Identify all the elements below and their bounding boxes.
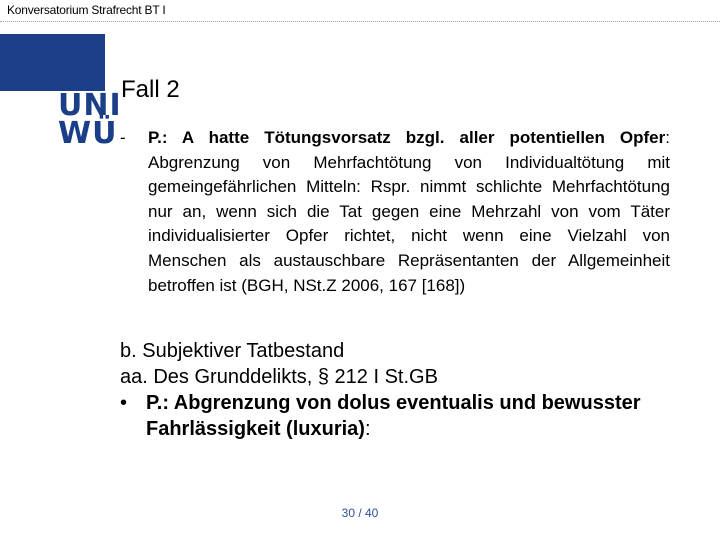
dash-marker: - <box>120 128 126 147</box>
header-title: Konversatorium Strafrecht BT I <box>7 3 166 17</box>
bullet-marker: • <box>120 392 128 414</box>
slide-title: Fall 2 <box>121 76 180 103</box>
bullet-text: : <box>364 418 371 440</box>
dash-item-text: : Abgrenzung von Mehrfachtötung von Individualtötung mit gemeingefährlichen Mitteln: Rspr. nimmt schlichte Mehrfachtötung nur an, wenn sich die Tat gegen eine Mehrzahl von vom Täter individualisierter Opfer richtet, nicht wenn eine Vielzahl von Menschen als austauschbare Repräsentanten der Allgemeinheit betroffen ist (BGH, NSt.Z 2006, 167 [168]) <box>148 128 670 295</box>
logo-line-1: UNI <box>58 88 122 123</box>
content-block <box>120 126 670 298</box>
dash-item-bold-text: P.: A hatte Tötungsvorsatz bzgl. aller potentiellen Opfer <box>148 128 666 147</box>
subjective-section <box>120 338 670 442</box>
logo-line-2: WÜ <box>58 116 118 151</box>
dash-list-item <box>120 126 670 298</box>
section-heading-b: b. Subjektiver Tatbestand <box>120 340 345 362</box>
header-divider <box>0 21 720 22</box>
section-heading-aa: aa. Des Grunddelikts, § 212 I St.GB <box>120 366 438 388</box>
bullet-list-item <box>120 390 670 442</box>
page-number: 30 / 40 <box>341 506 379 520</box>
university-logo <box>0 34 122 151</box>
bullet-bold-text: P.: Abgrenzung von dolus eventualis und bewusster Fahrlässigkeit (luxuria) <box>146 392 641 440</box>
logo-text <box>58 88 122 151</box>
